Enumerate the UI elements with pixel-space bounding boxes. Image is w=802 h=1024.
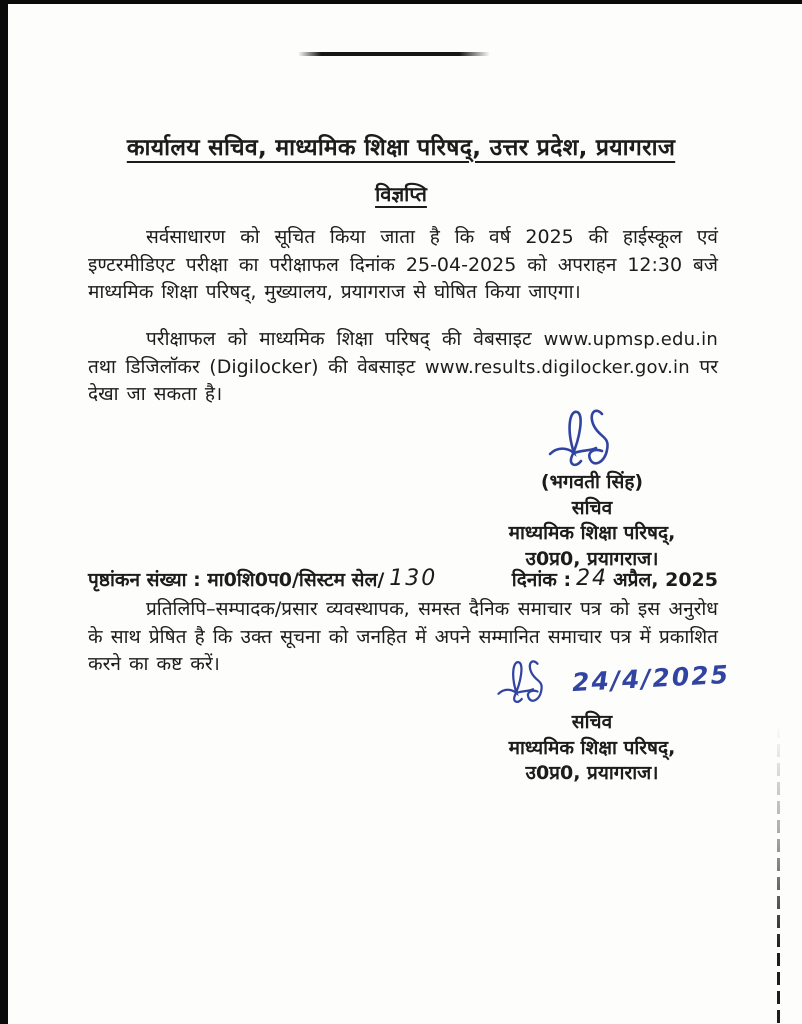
endorsement-line	[88, 566, 718, 592]
website-paragraph	[88, 326, 718, 409]
copy-distribution-paragraph: प्रतिलिपि–सम्पादक/प्रसार व्यवस्थापक, समस्त दैनिक समाचार पत्र को इस अनुरोध के साथ प्रेषित है कि उक्त सूचना को जनहित में अपने सम्मानित समाचार पत्र में प्रकाशित करने का कष्ट करें।	[88, 598, 718, 675]
scan-edge-top	[0, 0, 802, 4]
signature-and-date-row	[494, 652, 730, 710]
signature-block-1	[462, 404, 722, 572]
handwritten-signature-icon	[544, 404, 640, 470]
signature-block-2	[462, 652, 731, 787]
website-text-2: तथा डिजिलॉकर (Digilocker) की वेबसाइट	[88, 355, 425, 378]
website-text-3: पर देखा जा सकता है।	[88, 355, 718, 405]
signatory-designation: सचिव	[571, 496, 613, 519]
upmsp-url: www.upmsp.edu.in	[543, 329, 718, 350]
handwritten-signature-icon	[494, 652, 566, 710]
date-label: दिनांक :	[511, 569, 572, 591]
signatory-place: उ0प्र0, प्रयागराज।	[525, 547, 659, 570]
endorsement-date-group	[512, 566, 718, 592]
page-title: कार्यालय सचिव, माध्यमिक शिक्षा परिषद्, उत्तर प्रदेश, प्रयागराज	[126, 135, 676, 161]
website-text-1: परीक्षाफल को माध्यमिक शिक्षा परिषद् की वेबसाइट	[146, 328, 544, 350]
scan-edge-right-dashed	[777, 725, 780, 1024]
signatory-org: माध्यमिक शिक्षा परिषद्,	[508, 736, 676, 759]
endorsement-number-group	[88, 566, 437, 592]
signatory-org: माध्यमिक शिक्षा परिषद्,	[508, 522, 676, 544]
announcement-paragraph: सर्वसाधारण को सूचित किया जाता है कि वर्ष 2025 की हाईस्कूल एवं इण्टरमीडिएट परीक्षा का परीक्षाफल दिनांक 25-04-2025 को अपराहन 12:30 बजे माध्यमिक शिक्षा परिषद्, मुख्यालय, प्रयागराज से घोषित किया जाएगा।	[88, 226, 718, 303]
notice-heading: विज्ञप्ति	[375, 182, 427, 206]
signatory-place: उ0प्र0, प्रयागराज।	[525, 762, 659, 784]
digilocker-url: www.results.digilocker.gov.in	[424, 356, 690, 378]
date-day-handwritten: 24	[576, 566, 609, 591]
signatory-designation: सचिव	[571, 711, 613, 733]
handwritten-date: 24/4/2025	[571, 659, 731, 698]
signatory-name: (भगवती सिंह)	[540, 471, 644, 493]
date-rest: अप्रैल, 2025	[613, 569, 718, 591]
scan-dash-mark	[298, 52, 490, 56]
endorsement-label: पृष्ठांकन संख्या : मा0शि0प0/सिस्टम सेल/	[88, 569, 385, 591]
endorsement-number-handwritten: 130	[389, 566, 438, 591]
